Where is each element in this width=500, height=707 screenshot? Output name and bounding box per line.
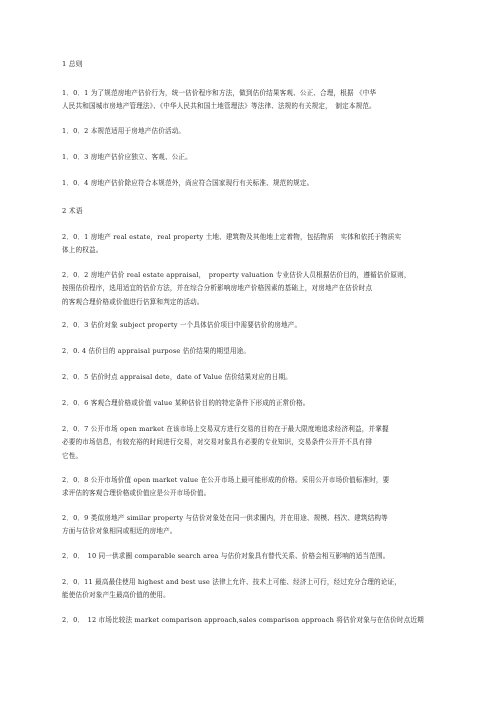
text-line: 1．0．3 房地产估价应独立、客观、公正。	[62, 153, 192, 161]
text-line: 2．0．3 估价对象 subject property 一个具体估价项目中需要估价的房地产。	[62, 321, 302, 329]
text-line: 2．0．6 客观合理价格或价值 value 某种估价目的的特定条件下形成的正常价格。	[62, 399, 310, 407]
clause-1-0-3	[62, 151, 445, 164]
text-line: 2．0．11 最高最佳使用 highest and best use 法律上允许、技术上可能、经济上可行，经过充分合理的论证，	[62, 578, 402, 586]
text-line: 求评估的客观合理价格或价值应是公开市场价值。	[62, 489, 211, 498]
clause-2-0-7	[62, 423, 445, 463]
clause-2-0-8	[62, 474, 445, 501]
text-line: 能使估价对象产生最高价值的使用。	[62, 591, 170, 600]
clause-2-0-3	[62, 319, 445, 332]
text-line: 2．0．5 估价时点 appraisal dete，date of Value 估价结果对应的日期。	[62, 373, 292, 381]
text-line: 体上的权益。	[62, 246, 103, 255]
section-heading-terms	[62, 205, 445, 218]
text-line: 2．0． 12 市场比较法 market comparison approach,sales comparison approach 将估价对象与在估价时点近期	[62, 616, 424, 624]
text-line: 人民共和国城市房地产管理法》、《中华人民共和国土地管理法》等法律、法规的有关规定， 制定本规范。	[62, 102, 376, 111]
text-line: 2．0．9 类似房地产 similar property 与估价对象处在同一供求圈内，并在用途、规模、档次、建筑结构等	[62, 514, 388, 522]
clause-1-0-1	[62, 87, 445, 114]
text-line: 2．0．8 公开市场价值 open market value 在公开市场上最可能形成的价格。采用公开市场价值标准时，要	[62, 476, 390, 484]
clause-2-0-1	[62, 231, 445, 258]
text-line: 2．0．2 房地产估价 real estate appraisal， property valuation 专业估价人员根据估价目的，遵循估价原则，	[62, 271, 411, 279]
text-line: 它性。	[62, 451, 83, 460]
clause-2-0-6	[62, 397, 445, 410]
text-line: 2．0． 10 同一供求圈 comparable search area 与估价对象具有替代关系、价格会相互影响的适当范围。	[62, 552, 390, 560]
clause-2-0-11	[62, 576, 445, 603]
clause-1-0-4	[62, 177, 445, 190]
text-line: 方面与估价对象相同或相近的房地产。	[62, 527, 177, 536]
text-line: 1．0．1 为了规范房地产估价行为，统一估价程序和方法，做到估价结果客观、公正、合理，根据 《中华	[62, 89, 377, 97]
clause-2-0-2	[62, 269, 445, 309]
clause-2-0-5	[62, 371, 445, 384]
clause-1-0-2	[62, 125, 445, 138]
text-line: 1．0．4 房地产估价除应符合本规范外，尚应符合国家现行有关标准、规范的规定。	[62, 179, 314, 187]
text-line: 1 总则	[62, 60, 83, 68]
text-line: 2．0. 4 估价目的 appraisal purpose 估价结果的期望用途。	[62, 347, 251, 355]
text-line: 的客观合理价格或价值进行估算和判定的活动。	[62, 297, 204, 306]
section-heading-general	[62, 58, 445, 71]
clause-2-0-9	[62, 512, 445, 539]
text-line: 2．0．7 公开市场 open market 在该市场上交易双方进行交易的目的在于最大限度地追求经济利益，并掌握	[62, 425, 389, 433]
clause-2-0-12	[62, 614, 445, 627]
text-line: 1．0．2 本规范适用于房地产估价活动。	[62, 127, 186, 135]
text-line: 必要的市场信息，有较充裕的时间进行交易，对交易对象具有必要的专业知识，交易条件公开并不具有排	[62, 438, 373, 447]
clause-2-0-10	[62, 550, 445, 563]
clause-2-0-4	[62, 345, 445, 358]
text-line: 按照估价程序，选用适宜的估价方法，并在综合分析影响房地产价格因素的基础上，对房地产在估价时点	[62, 284, 373, 293]
text-line: 2．0．1 房地产 real estate，real property 土地、建筑物及其他地上定着物，包括物质 实体和依托于物质实	[62, 233, 402, 241]
text-line: 2 术语	[62, 207, 83, 215]
